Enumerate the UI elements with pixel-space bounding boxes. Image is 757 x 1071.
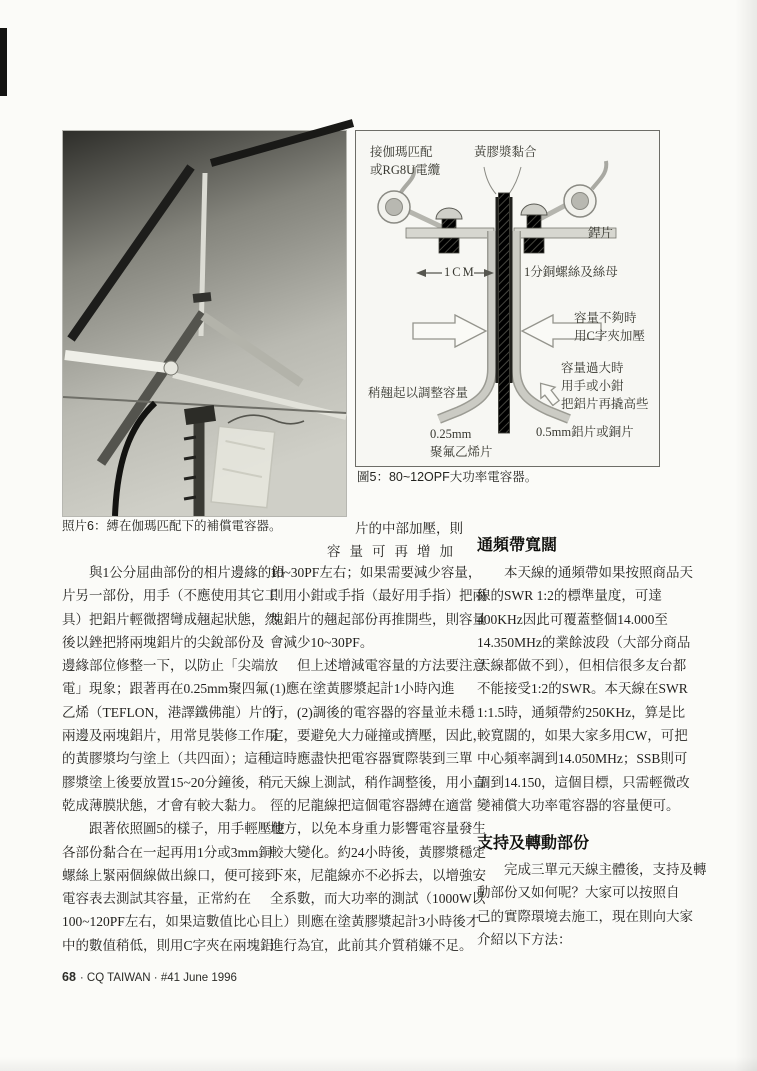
text-line: 電容表去測試其容量，正常約在 <box>62 891 251 907</box>
text-line: 定，要避免大力碰撞或擠壓，因此， <box>270 728 486 744</box>
text-line: 電」現象；跟著再在0.25mm聚四氟 <box>62 681 269 697</box>
label-glue: 黃膠漿黏合 <box>474 145 537 159</box>
wrap-line-2: 容量可再增加 <box>327 544 462 559</box>
text-line: 線的SWR 1:2的標準量度，可達 <box>477 588 662 604</box>
text-line: 介紹以下方法： <box>477 931 572 947</box>
text-line: 螺絲上緊兩個線做出線口，便可接到 <box>62 867 278 883</box>
text-line: 不能接受1:2的SWR。本天線在SWR <box>477 681 688 697</box>
text-line: 但上述增減電容量的方法要注意 <box>270 658 486 674</box>
text-line: 1:1.5時，通頻帶約250KHz，算是比 <box>477 704 686 720</box>
text-line: 下來，尼龍線亦不必拆去，以增強安 <box>270 867 486 883</box>
text-line: 中的數值稍低，則用C字夾在兩塊鋁 <box>62 937 274 953</box>
text-line: 調到14.150，這個目標，只需輕微改 <box>477 774 690 790</box>
label-capacity-high <box>561 359 649 413</box>
text-column-right-para2 <box>477 858 707 951</box>
text-line: 地方，以免本身重力影響電容量發生 <box>270 821 486 837</box>
text-column-left <box>62 561 285 957</box>
label-gamma-feed-line2: 或RG8U電纜 <box>370 163 441 177</box>
text-line: 14.350MHz的業餘波段（大部分商品 <box>477 634 691 650</box>
text-line: 較寬闊的，如果大家多用CW，可把 <box>477 728 688 744</box>
label-ptfe <box>430 425 493 461</box>
text-line: 邊緣部位修整一下，以防止「尖端放 <box>62 658 278 674</box>
text-line: 全系數，而大功率的測試（1000W以 <box>270 891 486 907</box>
label-solder-tab: 銲片 <box>588 226 614 240</box>
label-capacity-high-line2: 用手或小鉗 <box>561 379 624 393</box>
text-line: 這時應盡快把電容器實際裝到三單 <box>270 751 473 767</box>
label-capacity-low <box>574 309 645 345</box>
text-line: 與1公分屈曲部份的相片邊緣的鋁 <box>62 565 285 580</box>
antenna-photo-image <box>63 131 346 516</box>
text-line: 完成三單元天線主體後，支持及轉 <box>477 862 707 877</box>
scan-artifact <box>0 28 7 96</box>
label-ptfe-line1: 0.25mm <box>430 427 472 441</box>
page-number: 68 <box>62 970 76 984</box>
text-line: 會減少10~30PF。 <box>270 634 374 650</box>
section-heading-passband: 通頻帶寬闊 <box>477 537 558 554</box>
wrap-line-1: 片的中部加壓，則 <box>355 521 463 536</box>
text-line: 徑的尼龍線把這個電容器縛在適當 <box>270 797 473 813</box>
label-foil: 0.5mm鋁片或銅片 <box>536 425 634 439</box>
text-line: 天線都做不到），但相信很多友台都 <box>477 658 687 674</box>
page-footer <box>62 970 237 984</box>
figure5-caption: 圖5：80~12OPF大功率電容器。 <box>357 470 538 484</box>
text-line: 則用小鉗或手指（最好用手指）把兩 <box>270 588 486 604</box>
label-lift-adjust: 稍翹起以調整容量 <box>368 386 469 400</box>
text-line: 進行為宜，此前其介質稍嫌不足。 <box>270 937 473 953</box>
text-line: 本天線的通頻帶如果按照商品天 <box>477 565 693 580</box>
text-line: 各部份黏合在一起再用1分或3mm銅 <box>62 844 273 860</box>
label-gamma-feed <box>370 143 440 179</box>
label-capacity-high-line3: 把鋁片再撬高些 <box>561 397 649 411</box>
text-line: 塊鋁片的翹起部份再推開些，則容量 <box>270 611 486 627</box>
figure5-diagram <box>355 130 660 467</box>
label-1cm: 1CM <box>444 265 476 279</box>
label-ptfe-line2: 聚氟乙烯片 <box>430 445 493 459</box>
text-line: 100~120PF左右，如果這數值比心目 <box>62 914 274 930</box>
antenna-photo <box>62 130 347 517</box>
capacitor-diagram-drawing <box>356 131 658 465</box>
text-column-right-para1 <box>477 561 693 817</box>
label-capacity-high-line1: 容量過大時 <box>561 361 624 375</box>
text-line: 元天線上測試，稍作調整後，用小直 <box>270 774 486 790</box>
scan-shading-bottom <box>0 1057 757 1071</box>
text-line: 片另一部份，用手（不應使用其它工 <box>62 588 278 604</box>
text-line: 具）把鋁片輕微摺彎成翹起狀態，然 <box>62 611 278 627</box>
text-line: 跟著依照圖5的樣子，用手輕壓使 <box>62 821 285 837</box>
text-line: 動部份又如何呢？大家可以按照自 <box>477 885 680 901</box>
text-line: 行，(2)調後的電容器的容量並未穩 <box>270 704 475 720</box>
text-line: (1)應在塗黃膠漿起計1小時內進 <box>270 681 455 697</box>
text-line: 的黃膠漿均勻塗上（共四面）；這種 <box>62 751 272 767</box>
photo-caption: 照片6：縛在伽瑪匹配下的補償電容器。 <box>62 519 282 533</box>
text-line: 上）則應在塗黃膠漿起計3小時後才 <box>270 914 480 930</box>
footer-text: · CQ TAIWAN · #41 June 1996 <box>79 972 237 984</box>
label-gamma-feed-line1: 接伽瑪匹配 <box>370 145 433 159</box>
section-heading-support: 支持及轉動部份 <box>477 835 590 852</box>
text-line: 10~30PF左右；如果需要減少容量， <box>270 565 482 580</box>
text-line: 己的實際環境去施工，現在則向大家 <box>477 908 693 924</box>
text-line: 較大變化。約24小時後，黃膠漿穩定 <box>270 844 486 860</box>
text-line: 後以銼把將兩塊鋁片的尖銳部份及 <box>62 634 265 650</box>
text-line: 兩邊及兩塊鋁片，用常見裝修工作用 <box>62 728 278 744</box>
text-line: 膠漿塗上後要放置15~20分鐘後，稍 <box>62 774 272 790</box>
label-capacity-low-line1: 容量不夠時 <box>574 311 637 325</box>
text-line: 中心頻率調到14.050MHz；SSB則可 <box>477 751 688 767</box>
scan-shading-right <box>735 0 757 1071</box>
text-line: 乾成薄膜狀態，才會有較大黏力。 <box>62 797 265 813</box>
text-line: 400KHz因此可覆蓋整個14.000至 <box>477 611 668 627</box>
text-line: 變補償大功率電容器的容量便可。 <box>477 797 680 813</box>
label-capacity-low-line2: 用C字夾加壓 <box>574 329 645 343</box>
label-screw: 1分銅螺絲及絲母 <box>524 265 618 279</box>
text-column-middle <box>270 561 486 957</box>
text-line: 乙烯（TEFLON，港譯鐵佛龍）片的 <box>62 704 276 720</box>
